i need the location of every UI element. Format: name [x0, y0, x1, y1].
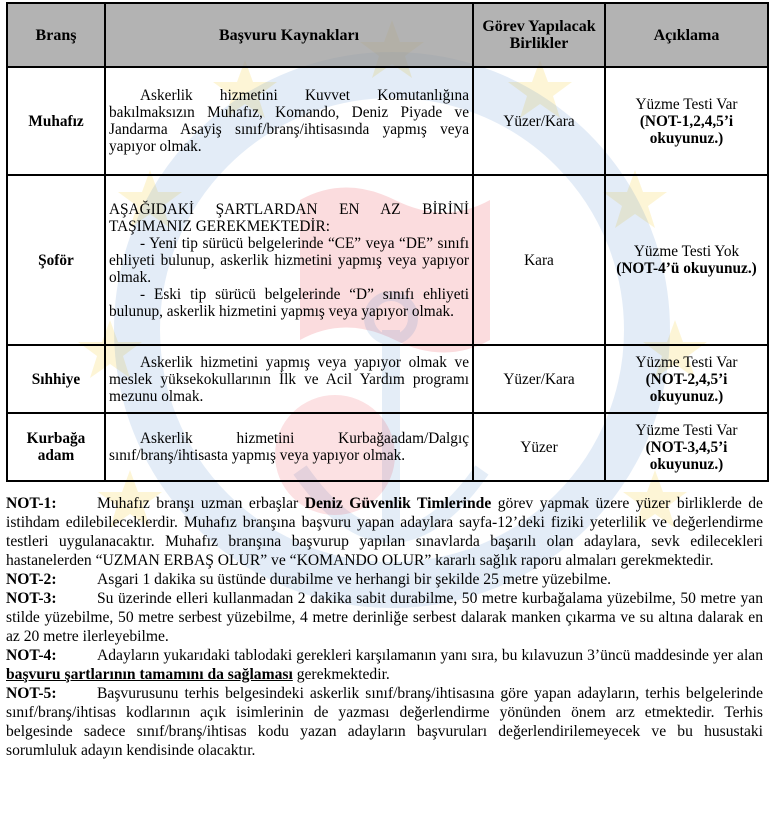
- note-reference: (NOT-2,4,5’i okuyunuz.): [645, 370, 728, 405]
- note-2: [6, 570, 763, 589]
- header-sources: Başvuru Kaynakları: [105, 3, 473, 67]
- branch-cell: Sıhhiye: [7, 345, 105, 413]
- note-reference: (NOT-4’ü okuyunuz.): [616, 260, 757, 277]
- swim-test-status: Yüzme Testi Yok: [633, 243, 740, 260]
- note-text: Asgari 1 dakika su üstünde durabilme ve herhangi bir şekilde 25 metre yüzebilme.: [97, 571, 612, 588]
- swim-test-status: Yüzme Testi Var: [635, 421, 738, 439]
- sources-cell: [105, 67, 473, 175]
- table-header-row: [7, 3, 768, 67]
- table-row: [7, 67, 768, 175]
- table-row: [7, 413, 768, 481]
- sources-text: Askerlik hizmetini yapmış veya yapıyor olmak ve meslek yüksekokullarının İlk ve Acil Yardım programı mezunu olmak.: [109, 353, 469, 405]
- note-text: Su üzerinde elleri kullanmadan 2 dakika sabit durabilme, 50 metre kurbağalama yüzebilme, 50 metre yan stilde yüzebilme, 50 metre serbest yüzebilme, 4 metre derinliğe serbest dalarak manken çıkarma ve su altına dalarak en az 20 metre ilerleyebilme.: [6, 590, 763, 645]
- sources-text: Askerlik hizmetini Kuvvet Komutanlığına bakılmaksızın Muhafız, Komando, Deniz Piyade ve Jandarma Asayiş sınıf/branş/ihtisasında yapmış veya yapıyor olmak.: [109, 87, 469, 155]
- note-reference: (NOT-1,2,4,5’i okuyunuz.): [639, 112, 734, 147]
- note-text: Adayların yukarıdaki tablodaki gerekleri karşılamanın yanı sıra, bu kılavuzun 3’üncü maddesinde yer alan: [97, 647, 763, 664]
- note-text: gerekmektedir.: [296, 666, 390, 683]
- note-text: Muhafız branşı uzman erbaşlar: [97, 495, 299, 512]
- header-description: Açıklama: [605, 3, 768, 67]
- sources-cell: [105, 345, 473, 413]
- note-underlined: başvuru şartlarının tamamını da sağlaması: [6, 666, 293, 683]
- note-label: NOT-2:: [6, 571, 57, 588]
- note-3: [6, 589, 763, 646]
- note-5: [6, 684, 763, 760]
- description-cell: [605, 67, 768, 175]
- description-cell: [605, 413, 768, 481]
- description-cell: [605, 345, 768, 413]
- note-label: NOT-5:: [6, 685, 57, 702]
- note-1: [6, 494, 763, 570]
- sources-text: Askerlik hizmetini Kurbağaadam/Dalgıç sınıf/branş/ihtisasta yapmış veya yapıyor olmak.: [109, 430, 469, 464]
- sources-cell: [105, 413, 473, 481]
- sources-item: - Eski tip sürücü belgelerinde “D” sınıfı ehliyeti bulunup, askerlik hizmetini yapmış veya yapıyor olmak.: [109, 285, 469, 320]
- note-4: [6, 646, 763, 684]
- swim-test-status: Yüzme Testi Var: [635, 353, 738, 371]
- note-reference: (NOT-3,4,5’i okuyunuz.): [645, 438, 728, 473]
- header-units: Görev Yapılacak Birlikler: [473, 3, 605, 67]
- note-text: Başvurusunu terhis belgesindeki askerlik sınıf/branş/ihtisasına göre yapan adayların, terhis belgelerinde sınıf/branş/ihtisas kodlarının açık isimlerinin de yazması değerlendirme yönünden önem arz etmektedir. Terhis belgesinde sadece sınıf/branş/ihtisas kodu yazan adayların başvuruları değerlendirilemeyecek ve bu husustaki sorumluluk adayın kendisinde olacaktır.: [6, 685, 763, 759]
- header-branch: Branş: [7, 3, 105, 67]
- notes-section: [6, 494, 763, 760]
- sources-item: - Yeni tip sürücü belgelerinde “CE” veya “DE” sınıfı ehliyeti bulunup, askerlik hizmetini yapmış veya yapıyor olmak.: [109, 234, 469, 286]
- sources-cell: [105, 175, 473, 345]
- note-text: görev yapmak üzere yüzer birliklerde de istihdam edilebileceklerdir. Muhafız branşına başvuru yapan adaylara sayfa-12’deki fiziki yeterlilik ve değerlendirme testleri uygulanacaktır. Muhafız branşına başvurup yapılan sınavlarda başarılı olan adaylara, sevk edilecekleri hastanelerden “UZMAN ERBAŞ OLUR” ve “KOMANDO OLUR” kararlı sağlık raporu almaları gerekmektedir.: [6, 495, 763, 569]
- units-cell: Yüzer/Kara: [473, 67, 605, 175]
- note-label: NOT-4:: [6, 647, 57, 664]
- note-label: NOT-3:: [6, 590, 57, 607]
- branch-requirements-table: [6, 2, 769, 482]
- note-label: NOT-1:: [6, 495, 57, 512]
- branch-cell: Muhafız: [7, 67, 105, 175]
- units-cell: Yüzer: [473, 413, 605, 481]
- table-row: [7, 345, 768, 413]
- description-cell: [605, 175, 768, 345]
- branch-cell: Kurbağa adam: [7, 413, 105, 481]
- branch-cell: Şoför: [7, 175, 105, 345]
- note-emphasis: Deniz Güvenlik Timlerinde: [304, 495, 492, 512]
- table-row: [7, 175, 768, 345]
- units-cell: Kara: [473, 175, 605, 345]
- sources-heading: AŞAĞIDAKİ ŞARTLARDAN EN AZ BİRİNİ TAŞIMANIZ GEREKMEKTEDİR:: [109, 200, 469, 235]
- swim-test-status: Yüzme Testi Var: [635, 95, 738, 113]
- units-cell: Yüzer/Kara: [473, 345, 605, 413]
